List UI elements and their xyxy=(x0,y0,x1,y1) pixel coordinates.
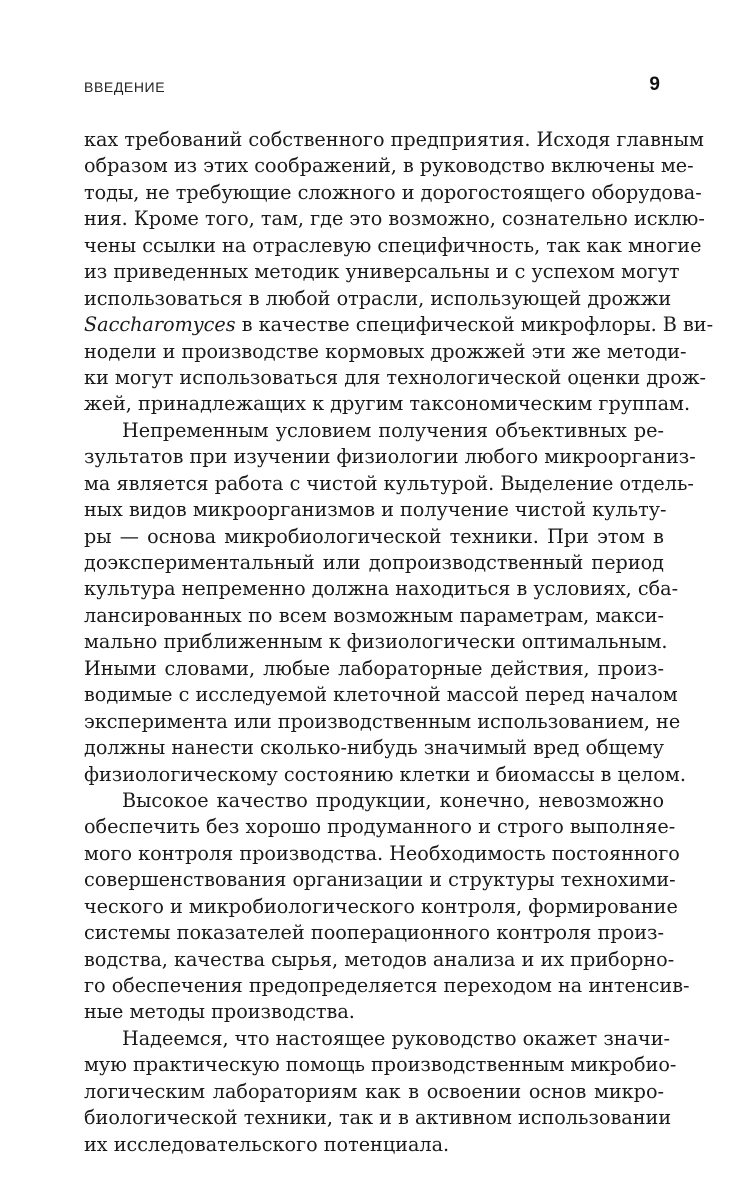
text-line: использоваться в любой отрасли, использующей дрожжи xyxy=(84,286,672,310)
text-line: мально приближенным к физиологически оптимальным. xyxy=(84,630,668,654)
text-line: Высокое качество продукции, конечно, невозможно xyxy=(122,788,664,812)
text-line: Надеемся, что настоящее руководство окажет значи- xyxy=(122,1026,670,1050)
text-line: из приведенных методик универсальны и с успехом могут xyxy=(84,260,680,284)
text-line: мого контроля производства. Необходимость постоянного xyxy=(84,841,680,865)
text-line: зультатов при изучении физиологии любого микроорганиз- xyxy=(84,445,696,469)
text-line: чены ссылки на отраслевую специфичность, так как многие xyxy=(84,233,702,257)
running-head xyxy=(84,76,664,100)
text-line: ных видов микроорганизмов и получение чистой культу- xyxy=(84,498,667,522)
text-line: нодели и производстве кормовых дрожжей эти же методи- xyxy=(84,339,687,363)
text-line: жей, принадлежащих к другим таксономическим группам. xyxy=(84,392,691,416)
text-line: образом из этих соображений, в руководство включены ме- xyxy=(84,154,694,178)
italic-term: Saccharomyces xyxy=(84,313,236,337)
text-line: ческого и микробиологического контроля, формирование xyxy=(84,894,678,918)
text-line: лансированных по всем возможным параметрам, макси- xyxy=(84,603,664,627)
paragraph-1 xyxy=(84,127,714,418)
text-line: водства, качества сырья, методов анализа и их приборно- xyxy=(84,947,675,971)
text-line: ния. Кроме того, там, где это возможно, сознательно исклю- xyxy=(84,207,705,231)
page-body xyxy=(84,127,714,1158)
text-line: водимые с исследуемой клеточной массой перед началом xyxy=(84,683,678,707)
paragraph-3 xyxy=(84,788,690,1026)
text-line: эксперимента или производственным использованием, не xyxy=(84,709,681,733)
text-line: системы показателей пооперационного контроля произ- xyxy=(84,921,664,945)
text-line: ры — основа микробиологической техники. При этом в xyxy=(84,524,664,548)
text-line: культура непременно должна находиться в условиях, сба- xyxy=(84,577,679,601)
text-line: доэкспериментальный или допроизводственный период xyxy=(84,551,664,574)
section-title: ВВЕДЕНИЕ xyxy=(84,79,166,95)
text-fragment: в качестве специфической микрофлоры. В ви- xyxy=(241,313,714,337)
text-line: логическим лабораториям как в освоении основ микро- xyxy=(84,1079,664,1103)
text-line: го обеспечения предопределяется переходом на интенсив- xyxy=(84,974,690,997)
text-line: ма является работа с чистой культурой. Выделение отдель- xyxy=(84,471,694,495)
text-line: Иными словами, любые лабораторные действия, произ- xyxy=(84,656,664,680)
text-line: тоды, не требующие сложного и дорогостоящего оборудова- xyxy=(84,180,702,204)
text-line: ные методы производства. xyxy=(84,1000,355,1024)
paragraph-2 xyxy=(84,418,696,788)
text-line: мую практическую помощь производственным микробио- xyxy=(84,1053,677,1077)
text-line: Непременным условием получения объективных ре- xyxy=(122,418,664,442)
text-line: их исследовательского потенциала. xyxy=(84,1132,450,1156)
page-number: 9 xyxy=(649,74,660,95)
text-line: ках требований собственного предприятия. Исходя главным xyxy=(84,128,704,151)
text-line: должны нанести сколько-нибудь значимый вред общему xyxy=(84,736,664,760)
text-line: физиологическому состоянию клетки и биомассы в целом. xyxy=(84,762,686,786)
text-line: обеспечить без хорошо продуманного и строго выполняе- xyxy=(84,815,676,839)
text-line: ки могут использоваться для технологической оценки дрож- xyxy=(84,365,707,389)
text-line: совершенствования организации и структуры технохими- xyxy=(84,868,676,892)
text-line-with-italic-term xyxy=(84,312,714,338)
text-line: биологической техники, так и в активном использовании xyxy=(84,1106,672,1130)
paragraph-4 xyxy=(84,1026,677,1158)
